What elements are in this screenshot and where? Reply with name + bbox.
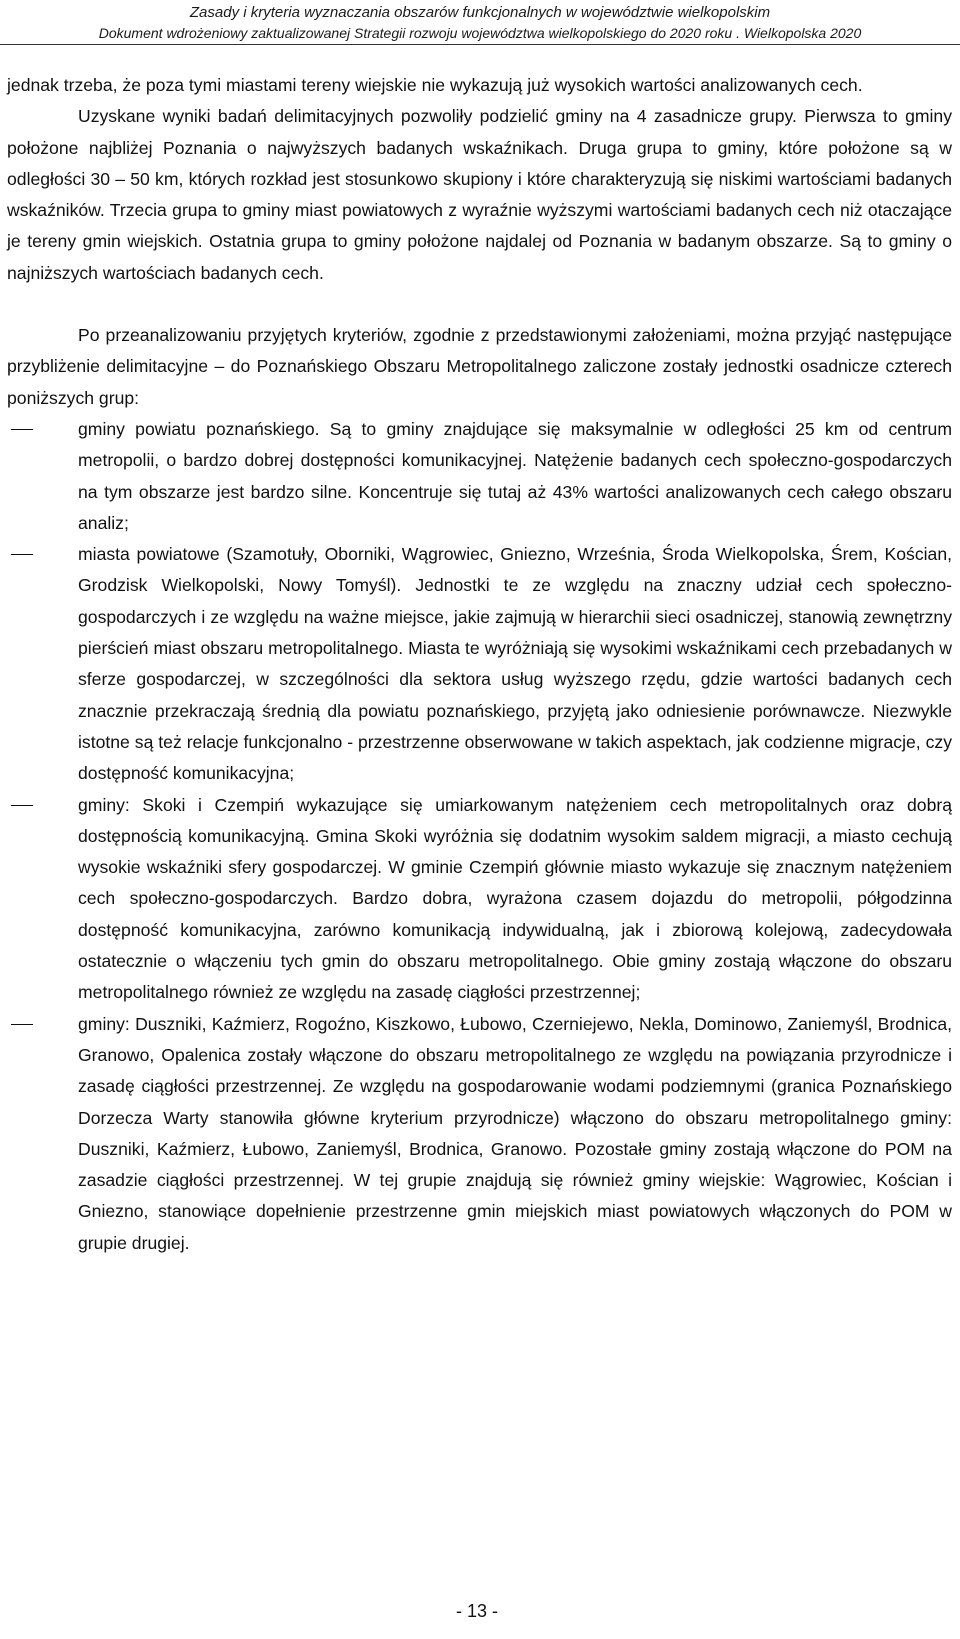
dash-bullet-icon — [11, 429, 33, 430]
paragraph-delimitation: Po przeanalizowaniu przyjętych kryteriów, zgodnie z przedstawionymi założeniami, można przyjąć następujące przybliżenie delimitacyjne – do Poznańskiego Obszaru Metropolitalnego zaliczone zostały jednostki osadnicze czterech poniższych grup: — [7, 325, 952, 408]
list-item-text: gminy: Skoki i Czempiń wykazujące się umiarkowanym natężeniem cech metropolitalnych oraz dobrą dostępnością komunikacyjną. Gmina Skoki wyróżnia się dodatnim wysokim saldem migracji, a miasto cechują wysokie wskaźniki sfery gospodarczej. W gminie Czempiń głównie miasto wykazuje się znacznym natężeniem cech społeczno-gospodarczych. Bardzo dobra, wyrażona czasem dojazdu do metropolii, półgodzinna dostępność komunikacyjna, zarówno komunikacją indywidualną, jak i zbiorową kolejową, zadecydowała ostatecznie o włączeniu tych gmin do obszaru metropolitalnego. Obie gminy zostają włączone do obszaru metropolitalnego również ze względu na zasadę ciągłości przestrzennej; — [78, 794, 952, 1003]
dash-bullet-icon — [11, 805, 33, 806]
page-header — [0, 0, 960, 44]
paragraph-continuation: jednak trzeba, że poza tymi miastami tereny wiejskie nie wykazują już wysokich wartości analizowanych cech. — [7, 75, 863, 95]
header-title: Zasady i kryteria wyznaczania obszarów funkcjonalnych w województwie wielkopolskim — [189, 4, 771, 21]
list-item — [7, 790, 952, 1009]
document-body — [7, 70, 952, 1259]
list-item — [7, 414, 952, 539]
list-item-text: gminy powiatu poznańskiego. Są to gminy znajdujące się maksymalnie w odległości 25 km od centrum metropolii, o bardzo dobrej dostępności komunikacyjnej. Natężenie badanych cech społeczno-gospodarczych na tym obszarze jest bardzo silne. Koncentruje się tutaj aż 43% wartości analizowanych cech całego obszaru analiz; — [78, 418, 952, 533]
list-item — [7, 539, 952, 789]
header-subtitle: Dokument wdrożeniowy zaktualizowanej Strategii rozwoju województwa wielkopolskiego do 2020 roku . Wielkopolska 2020 — [98, 25, 862, 41]
dash-bullet-icon — [11, 554, 33, 555]
paragraph-gap — [7, 289, 952, 320]
list-item-text: gminy: Duszniki, Kaźmierz, Rogoźno, Kiszkowo, Łubowo, Czerniejewo, Nekla, Dominowo, Zaniemyśl, Brodnica, Granowo, Opalenica zostały włączone do obszaru metropolitalnego ze względu na powiązania przyrodnicze i zasadę ciągłości przestrzennej. Ze względu na gospodarowanie wodami podziemnymi (granica Poznańskiego Dorzecza Warty stanowiła główne kryterium przyrodnicze) włączono do obszaru metropolitalnego gminy: Duszniki, Kaźmierz, Łubowo, Zaniemyśl, Brodnica, Granowo. Pozostałe gminy zostają włączone do POM na zasadzie ciągłości przestrzennej. W tej grupie znajdują się również gminy wiejskie: Wągrowiec, Kościan i Gniezno, stanowiące dopełnienie przestrzenne gmin miejskich miast powiatowych włączonych do POM w grupie drugiej. — [78, 1013, 952, 1253]
header-divider — [0, 44, 960, 45]
page-number: - 13 - — [456, 1601, 499, 1621]
list-item-text: miasta powiatowe (Szamotuły, Oborniki, Wągrowiec, Gniezno, Września, Środa Wielkopolska, Śrem, Kościan, Grodzisk Wielkopolski, Nowy Tomyśl). Jednostki te ze względu na znaczny udział cech społeczno-gospodarczych i ze względu na ważne miejsce, jakie zajmują w hierarchii sieci osadniczej, stanowią zewnętrzny pierścień miast obszaru metropolitalnego. Miasta te wyróżniają się wysokimi wskaźnikami cech przebadanych w sferze gospodarczej, w szczególności dla sektora usług wyższego rzędu, gdzie wartości badanych cech znacznie przekraczają średnią dla powiatu poznańskiego, przyjętą jako odniesienie porównawcze. Niezwykle istotne są też relacje funkcjonalno - przestrzenne obserwowane w takich aspektach, jak codzienne migracje, czy dostępność komunikacyjna; — [78, 544, 952, 784]
paragraph-groups: Uzyskane wyniki badań delimitacyjnych pozwoliły podzielić gminy na 4 zasadnicze grupy. Pierwsza to gminy położone najbliżej Poznania o najwyższych badanych wskaźnikach. Druga grupa to gminy, które położone są w odległości 30 – 50 km, których rozkład jest stosunkowo skupiony i które charakteryzują się niskimi wartościami badanych wskaźników. Trzecia grupa to gminy miast powiatowych z wyraźnie wyższymi wartościami badanych cech niż otaczające je tereny gmin wiejskich. Ostatnia grupa to gminy położone najdalej od Poznania w badanym obszarze. Są to gminy o najniższych wartościach badanych cech. — [7, 106, 952, 283]
groups-list — [7, 414, 952, 1259]
dash-bullet-icon — [11, 1024, 33, 1025]
list-item — [7, 1009, 952, 1259]
